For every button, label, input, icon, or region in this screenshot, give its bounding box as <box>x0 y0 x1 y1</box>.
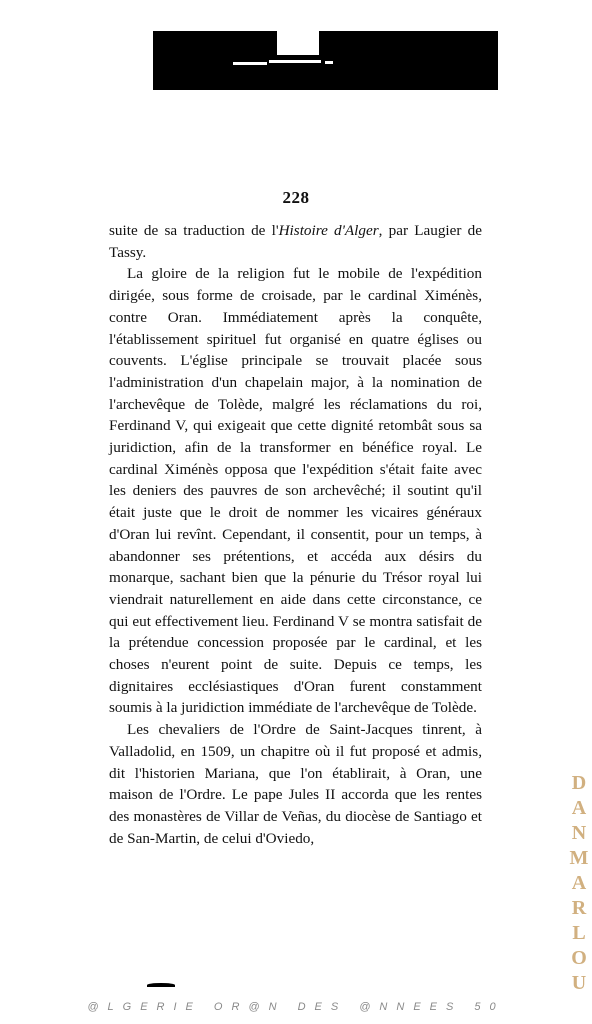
paragraph <box>109 220 482 263</box>
top-bar-streak <box>269 60 321 63</box>
top-bar-streak <box>325 61 333 64</box>
page-body <box>109 220 482 849</box>
top-redaction-bar <box>153 31 498 90</box>
top-bar-notch <box>277 31 319 55</box>
page-number: 228 <box>282 188 310 207</box>
text-run: , par Laugier de Tassy. <box>109 222 482 261</box>
footer-watermark: @LGERIE OR@N DES @NNEES 50 <box>87 1001 505 1013</box>
side-watermark: DANMARLOU <box>568 772 590 997</box>
bottom-ink-mark <box>147 983 175 987</box>
paragraph: La gloire de la religion fut le mobile de l'expédition dirigée, sous forme de croisade, par le cardinal Ximénès, contre Oran. Immédiatement après la conquête, l'établissement spirituel fut organisé en quatre églises ou couvents. L'église principale se trouvait placée sous l'administration d'un chapelain major, à la nomination de l'archevêque de Tolède, malgré les réclamations du roi, Ferdinand V, qui exigeait que cette dignité retombât sous sa juridiction, afin de la transformer en bénéfice royal. Le cardinal Ximénès opposa que l'expédition s'était faite avec les deniers des pauvres de son archevêché; il soutint qu'il était juste que le droit de nommer les vicaires généraux d'Oran lui revînt. Cependant, il consentit, pour un temps, à abandonner ses prétentions, et accéda aux désirs du monarque, sachant bien que la pénurie du Trésor royal lui viendrait naturellement en aide dans cette circonstance, ce qui eut effectivement lieu. Ferdinand V se montra satisfait de la prétendue concession proposée par le cardinal, et les choses n'eurent point de suite. Depuis ce temps, les dignitaires ecclésiastiques d'Oran furent constamment soumis à la juridiction immédiate de l'archevêque de Tolède. <box>109 265 482 717</box>
book-title: Histoire d'Alger <box>278 222 379 239</box>
paragraph: Les chevaliers de l'Ordre de Saint-Jacques tinrent, à Valladolid, en 1509, un chapitre où il fut proposé et admis, dit l'historien Mariana, que l'on établirait, à Oran, une maison de l'Ordre. Le pape Jules II accorda que les rentes des monastères de Villar de Veñas, du diocèse de Santiago et de San-Martin, de celui d'Oviedo, <box>109 721 482 847</box>
text-run: suite de sa traduction de l' <box>109 222 279 239</box>
top-bar-streak <box>233 62 267 65</box>
